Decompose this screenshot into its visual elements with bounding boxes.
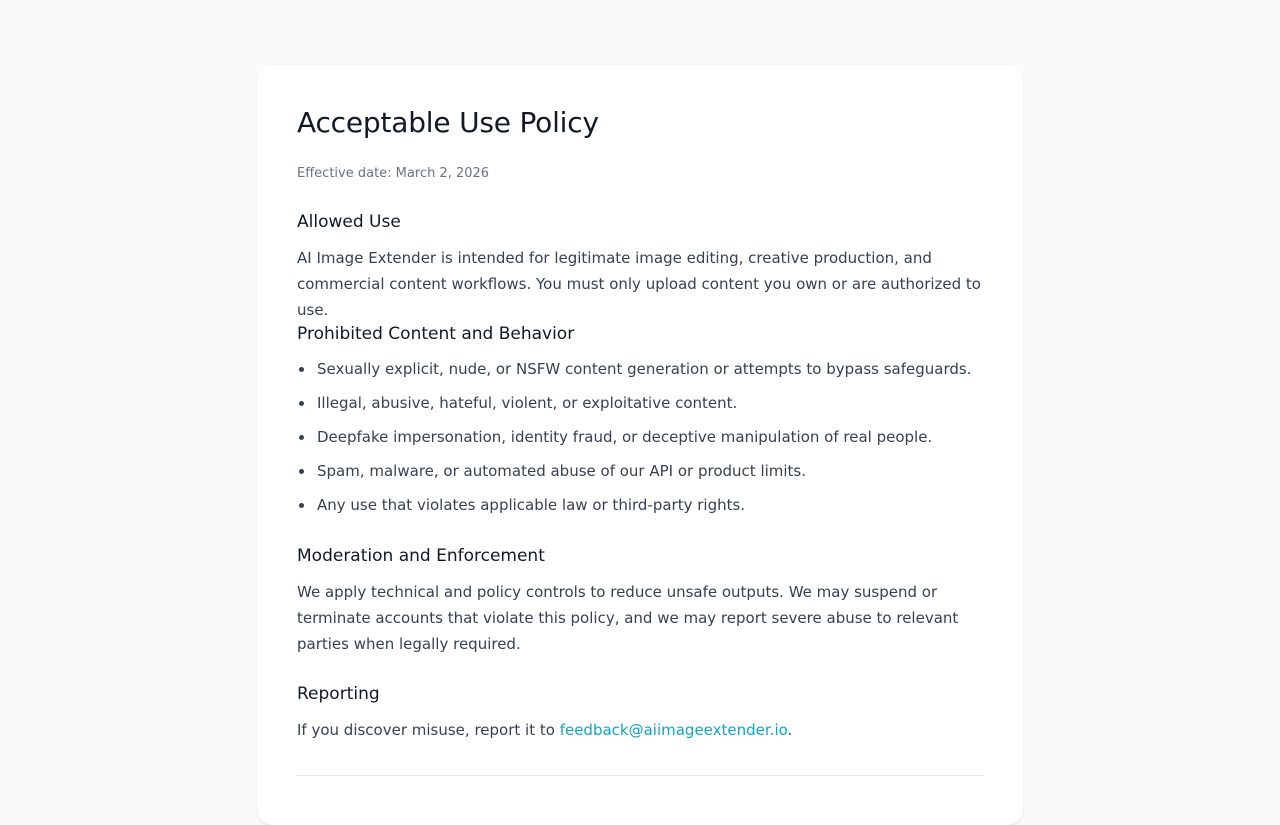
reporting-text-end: .: [787, 721, 793, 739]
bullet-icon: [299, 469, 304, 474]
bullet-icon: [299, 401, 304, 406]
allowed-use-heading: Allowed Use: [297, 212, 401, 232]
reporting-heading: Reporting: [297, 684, 380, 704]
prohibited-heading: Prohibited Content and Behavior: [297, 324, 575, 344]
page-title: Acceptable Use Policy: [297, 106, 599, 139]
moderation-heading: Moderation and Enforcement: [297, 546, 545, 566]
list-item-text: Deepfake impersonation, identity fraud, or deceptive manipulation of real people.: [317, 428, 933, 446]
list-item: [297, 492, 987, 526]
list-item-text: Spam, malware, or automated abuse of our API or product limits.: [317, 462, 807, 480]
allowed-use-body: AI Image Extender is intended for legitimate image editing, creative production, and commercial content workflows. You must only upload content you own or are authorized to use.: [297, 249, 981, 319]
list-item: [297, 356, 987, 390]
list-item: [297, 424, 987, 458]
policy-card: [257, 65, 1023, 825]
list-item-text: Sexually explicit, nude, or NSFW content generation or attempts to bypass safeguards.: [317, 360, 972, 378]
list-item: [297, 390, 987, 424]
reporting-body: [297, 717, 987, 743]
list-item: [297, 458, 987, 492]
bullet-icon: [299, 503, 304, 508]
effective-date: Effective date: March 2, 2026: [297, 166, 490, 181]
footer-divider: [297, 775, 983, 776]
bullet-icon: [299, 435, 304, 440]
reporting-text: If you discover misuse, report it to: [297, 721, 560, 739]
list-item-text: Any use that violates applicable law or third-party rights.: [317, 496, 746, 514]
prohibited-list: [297, 356, 987, 526]
list-item-text: Illegal, abusive, hateful, violent, or exploitative content.: [317, 394, 738, 412]
bullet-icon: [299, 367, 304, 372]
moderation-body: We apply technical and policy controls to reduce unsafe outputs. We may suspend or terminate accounts that violate this policy, and we may report severe abuse to relevant parties when legally required.: [297, 583, 959, 653]
feedback-email-link[interactable]: feedback@aiimageextender.io: [559, 721, 788, 739]
